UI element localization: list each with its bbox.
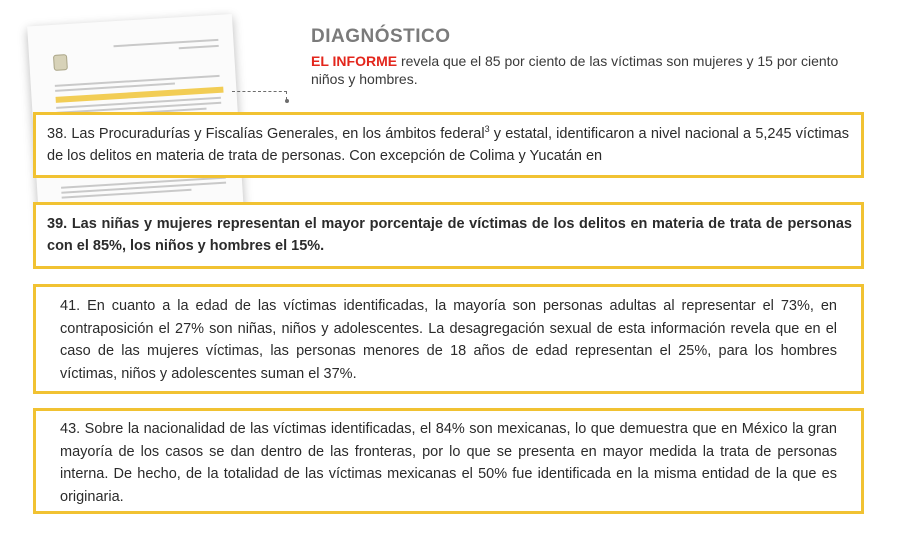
paragraph-38: [47, 123, 849, 167]
footnote-ref: 3: [484, 124, 490, 135]
summary-lead: EL INFORME: [311, 53, 398, 69]
paragraph-38-text-b: y estatal, identificaron a nivel nacional a 5,245 víctimas de los delitos en materia de trata de personas. Con excepción de Colima y Yucatán en: [47, 126, 849, 164]
connector-dot-icon: [285, 99, 289, 103]
paragraph-box-38: [33, 112, 864, 178]
section-title: DIAGNÓSTICO: [311, 26, 451, 47]
summary-body: revela que el 85 por ciento de las víctimas son mujeres y 15 por ciento niños y hombres.: [311, 53, 839, 87]
summary-text: [311, 52, 871, 88]
dashed-connector: [232, 91, 287, 100]
paragraph-39: 39. Las niñas y mujeres representan el mayor porcentaje de víctimas de los delitos en materia de trata de personas con el 85%, los niños y hombres el 15%.: [47, 216, 852, 254]
paragraph-41: 41. En cuanto a la edad de las víctimas identificadas, la mayoría son personas adultas al representar el 73%, en contraposición el 27% son niñas, niños y adolescentes. La desagregación sexual de esta información revela que en el caso de las mujeres víctimas, las personas menores de 18 años de edad representan el 25%, para los hombres víctimas, niños y adolescentes suman el 37%.: [60, 298, 837, 382]
emblem-icon: [53, 54, 68, 71]
paragraph-43: 43. Sobre la nacionalidad de las víctimas identificadas, el 84% son mexicanas, lo que demuestra que en México la gran mayoría de los casos se dan dentro de las fronteras, por lo que se presenta en mayor medida la trata de personas interna. De hecho, de la totalidad de las víctimas mexicanas el 50% fue identificada en la misma entidad de la que es originaria.: [60, 421, 837, 505]
paragraph-38-text-a: 38. Las Procuradurías y Fiscalías Generales, en los ámbitos federal: [47, 126, 485, 142]
paragraph-box-41: [33, 284, 864, 394]
paragraph-box-39: [33, 202, 864, 269]
paragraph-box-43: [33, 408, 864, 514]
